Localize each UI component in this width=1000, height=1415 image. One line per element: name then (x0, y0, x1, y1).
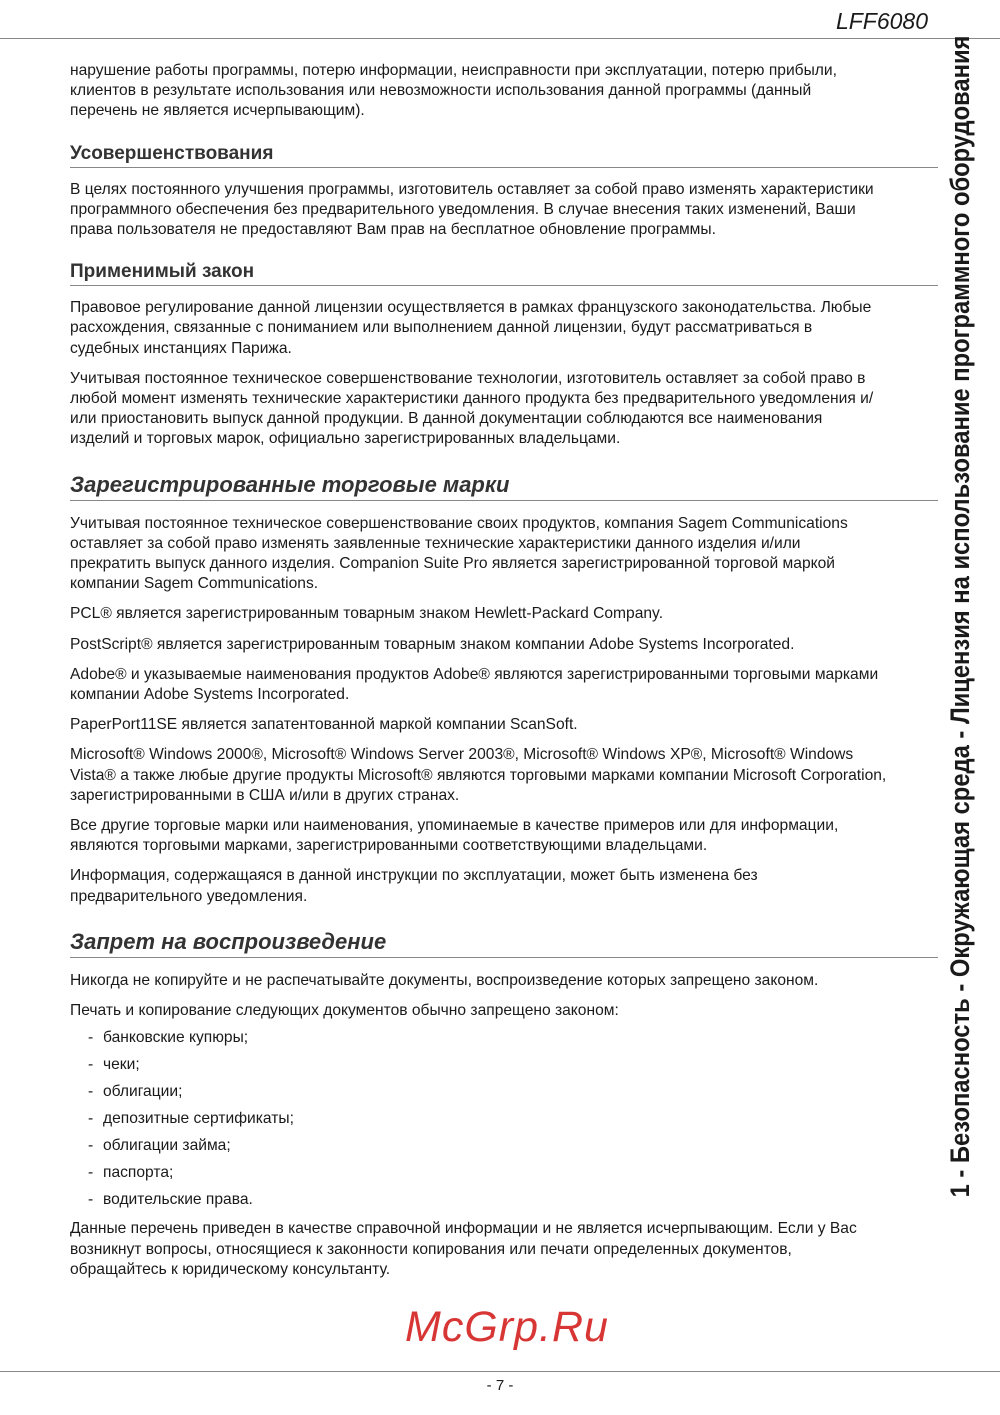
law-paragraph: Правовое регулирование данной лицензии осуществляется в рамках французского законодательства. Любые расхождения, связанные с пониманием или выполнением данной лицензии, будут рассматриваться в судебных инстанциях Парижа. (70, 299, 872, 357)
trademark-paragraph: Microsoft® Windows 2000®, Microsoft® Windows Server 2003®, Microsoft® Windows XP®, Microsoft® Windows Vista® а также любые другие продукты Microsoft® являются торговыми марками компании Microsoft Corporation, зарегистрированными в США и/или в других странах. (70, 746, 887, 804)
trademark-paragraph: Все другие торговые марки или наименования, упоминаемые в качестве примеров или для информации, являются торговыми марками, зарегистрированными соответствующими владельцами. (70, 817, 839, 855)
trademark-paragraph: Информация, содержащаяся в данной инструкции по эксплуатации, может быть изменена без предварительного уведомления. (70, 867, 758, 905)
reproduction-paragraph: Печать и копирование следующих документов обычно запрещено законом: (70, 1002, 619, 1020)
improvements-paragraph: В целях постоянного улучшения программы, изготовитель оставляет за собой право изменять характеристики программного обеспечения без предварительного уведомления. В случае внесения таких изменений, Ваши права пользователя не предоставляют Вам прав на бесплатное обновление программы. (70, 180, 874, 239)
law-paragraph: Учитывая постоянное техническое совершенствование технологии, изготовитель оставляет за собой право в любой момент изменять технические характеристики данного продукта без предварительного уведомления и/ или приостановить выпуск данной продукции. В данной документации соблюдаются все наименования изделий и торговых марок, официально зарегистрированных владельцами. (70, 369, 874, 448)
list-item: - водительские права. (88, 1191, 253, 1209)
law-heading: Применимый закон (70, 261, 938, 286)
prohibited-documents-list (70, 1024, 938, 1213)
trademark-paragraph: PaperPort11SE является запатентованной маркой компании ScanSoft. (70, 716, 578, 734)
trademark-paragraph: Учитывая постоянное техническое совершенствование своих продуктов, компания Sagem Communications оставляет за собой право изменять заявленные технические характеристики данного изделия и/или прекратить выпуск данного изделия. Companion Suite Pro является зарегистрированной торговой маркой компании Sagem Communications. (70, 514, 848, 593)
footer-divider (0, 1371, 1000, 1372)
reproduction-heading: Запрет на воспроизведение (70, 930, 938, 958)
page-number: - 7 - (486, 1377, 514, 1394)
trademarks-heading: Зарегистрированные торговые марки (70, 473, 938, 501)
list-item: - облигации займа; (88, 1137, 231, 1155)
intro-paragraph: нарушение работы программы, потерю информации, неисправности при эксплуатации, потерю прибыли, клиентов в результате использования или невозможности использования данной программы (данный перечень не является исчерпывающим). (70, 62, 837, 120)
list-item: - депозитные сертификаты; (88, 1110, 294, 1128)
list-item: - паспорта; (88, 1164, 174, 1182)
reproduction-paragraph: Никогда не копируйте и не распечатывайте документы, воспроизведение которых запрещено законом. (70, 971, 819, 989)
chapter-side-title: 1 - Безопасность - Окружающая среда - Лицензия на использование программного оборудования (945, 35, 975, 1198)
document-model-title: LFF6080 (835, 8, 928, 34)
trademark-paragraph: Adobe® и указываемые наименования продуктов Adobe® являются зарегистрированными торговыми марками компании Adobe Systems Incorporated. (70, 665, 879, 704)
list-item: - чеки; (88, 1056, 140, 1074)
header-divider (0, 38, 1000, 39)
page-content (70, 61, 938, 1290)
trademark-paragraph: PostScript® является зарегистрированным товарным знаком компании Adobe Systems Incorporated. (70, 635, 795, 653)
watermark: McGrp.Ru (405, 1303, 609, 1351)
trademark-paragraph: PCL® является зарегистрированным товарным знаком Hewlett-Packard Company. (70, 605, 664, 623)
list-item: - облигации; (88, 1083, 183, 1101)
reproduction-paragraph: Данные перечень приведен в качестве справочной информации и не является исчерпывающим. Если у Вас возникнут вопросы, относящиеся к законности копирования или печати определенных документов, обращайтесь к юридическому консультанту. (70, 1220, 857, 1278)
list-item: - банковские купюры; (88, 1029, 249, 1047)
improvements-heading: Усовершенствования (70, 143, 938, 168)
